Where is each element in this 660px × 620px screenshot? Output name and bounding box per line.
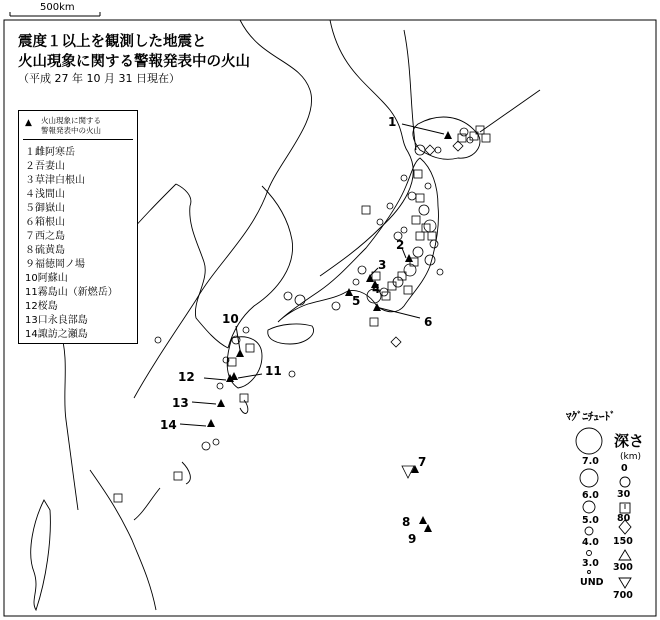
epicenter-square: [416, 194, 424, 202]
depth-300-symbol: [619, 578, 631, 588]
mag-7-circle: [576, 428, 602, 454]
volcano-14: [207, 419, 215, 427]
map-title-line1: 震度１以上を観測した地震と: [18, 34, 207, 50]
map-number-7: 7: [418, 455, 427, 469]
epicenter-square: [174, 472, 182, 480]
epicenter-circle: [213, 439, 219, 445]
epicenter-circle: [401, 227, 407, 233]
map-number-8: 8: [402, 515, 411, 529]
epicenter-square: [404, 286, 412, 294]
volcano-item: 11霧島山（新燃岳）: [25, 287, 118, 298]
legend-symbol-line1: 火山現象に関する: [41, 116, 101, 125]
coast-china: [60, 330, 78, 510]
volcano-item: 10阿蘇山: [25, 273, 68, 284]
map-number-11: 11: [265, 364, 282, 378]
legend-header: [23, 115, 133, 140]
volcano-item: ５御嶽山: [25, 203, 65, 214]
epicenter-circle: [425, 255, 435, 265]
mag-3-circle: [587, 551, 592, 556]
map-number-1: 1: [388, 115, 397, 129]
epicenter-circle: [460, 128, 468, 136]
volcano-9: [424, 524, 432, 532]
magnitude-label: 7.0: [582, 456, 599, 467]
epicenter-circle: [332, 302, 340, 310]
epicenter-circle: [243, 327, 249, 333]
epicenter-square: [414, 170, 422, 178]
epicenter-circle: [437, 269, 443, 275]
volcano-item: ６箱根山: [25, 217, 65, 228]
amami: [182, 462, 190, 484]
volcano-legend: [18, 110, 138, 344]
map-number-2: 2: [396, 238, 405, 252]
pointer-arrows: [180, 124, 444, 426]
map-title-line2: 火山現象に関する警報発表中の火山: [18, 54, 250, 70]
volcano-item: 14諏訪之瀬島: [25, 329, 88, 340]
volcano-item: ４浅間山: [25, 189, 65, 200]
depth-150-symbol: [619, 550, 631, 560]
epicenter-circle: [401, 175, 407, 181]
map-number-3: 3: [378, 258, 387, 272]
map-number-10: 10: [222, 312, 239, 326]
epicenter-square: [428, 232, 436, 240]
epicenter-square: [362, 206, 370, 214]
map-number-9: 9: [408, 532, 417, 546]
mag-und-circle: [588, 571, 591, 574]
map-number-12: 12: [178, 370, 195, 384]
magnitude-label: 5.0: [582, 515, 599, 526]
coast-fujian: [90, 470, 156, 610]
volcano-6: [373, 303, 381, 311]
epicenter-circle: [284, 292, 292, 300]
volcano-1: [444, 131, 452, 139]
epicenter-circle: [408, 192, 416, 200]
mag-5-circle: [583, 501, 595, 513]
epicenter-square: [482, 134, 490, 142]
epicenter-circle: [419, 205, 429, 215]
epicenter-circle: [435, 147, 441, 153]
epicenter-circle: [289, 371, 295, 377]
volcano-item: ７西之島: [25, 231, 65, 242]
map-number-4: 4: [372, 282, 381, 296]
depth-legend-title: 深さ: [614, 432, 645, 450]
epicenter-circle: [202, 442, 210, 450]
scale-bar-label: 500km: [40, 2, 75, 13]
volcano-item: ３草津白根山: [25, 175, 85, 186]
map-number-13: 13: [172, 396, 189, 410]
volcano-3: [366, 274, 374, 282]
volcano-item: ９福徳岡ノ場: [25, 259, 85, 270]
depth-label: 80: [617, 513, 631, 524]
map-number-14: 14: [160, 418, 177, 432]
earthquake-squares: [114, 126, 490, 502]
depth-label: 30: [617, 489, 631, 500]
volcano-10: [236, 349, 244, 357]
epicenter-diamond: [391, 337, 401, 347]
magnitude-label: UND: [580, 577, 604, 588]
epicenter-circle: [155, 337, 161, 343]
legend-symbol-caption: [41, 116, 101, 136]
triangle-icon: ▲: [25, 118, 32, 128]
epicenter-circle: [387, 203, 393, 209]
depth-legend-unit: (km): [620, 452, 642, 462]
epicenter-circle: [358, 266, 366, 274]
okinawa: [134, 488, 160, 520]
volcano-item: ２吾妻山: [25, 161, 65, 172]
epicenter-circle: [295, 295, 305, 305]
magnitude-label: 3.0: [582, 558, 599, 569]
epicenter-circle: [430, 240, 438, 248]
legend-symbol-line2: 警報発表中の火山: [41, 126, 101, 135]
magnitude-label: 6.0: [582, 490, 599, 501]
volcano-8: [419, 516, 427, 524]
depth-label: 300: [613, 562, 633, 573]
map-number-6: 6: [424, 315, 433, 329]
mag-6-circle: [580, 469, 598, 487]
volcano-item: 13口永良部島: [25, 315, 88, 326]
sakhalin: [404, 30, 416, 150]
kurils: [480, 90, 540, 132]
depth-label: 0: [621, 463, 628, 474]
epicenter-circle: [425, 183, 431, 189]
epicenter-diamond: [453, 141, 463, 151]
mag-4-circle: [585, 527, 593, 535]
map-subtitle: （平成 27 年 10 月 31 日現在）: [18, 72, 180, 85]
volcano-item: 12桜島: [25, 301, 58, 312]
volcano-item: １雌阿寒岳: [25, 147, 75, 158]
magnitude-legend-title: ﾏｸﾞﾆﾁｭｰﾄﾞ: [566, 410, 616, 423]
epicenter-square: [114, 494, 122, 502]
depth-label: 150: [613, 536, 633, 547]
volcano-13: [217, 399, 225, 407]
epicenter-square: [240, 394, 248, 402]
depth-label: 700: [613, 590, 633, 601]
epicenter-circle: [217, 383, 223, 389]
epicenter-square: [412, 216, 420, 224]
taiwan: [31, 500, 51, 610]
epicenter-square: [370, 318, 378, 326]
magnitude-label: 4.0: [582, 537, 599, 548]
shikoku: [268, 324, 314, 344]
epicenter-circle: [413, 247, 423, 257]
epicenter-circle: [353, 279, 359, 285]
epicenter-square: [416, 232, 424, 240]
depth-0-symbol: [620, 477, 630, 487]
epicenter-square: [246, 344, 254, 352]
volcano-item: ８硫黄島: [25, 245, 65, 256]
map-number-5: 5: [352, 294, 361, 308]
epicenter-circle: [377, 219, 383, 225]
